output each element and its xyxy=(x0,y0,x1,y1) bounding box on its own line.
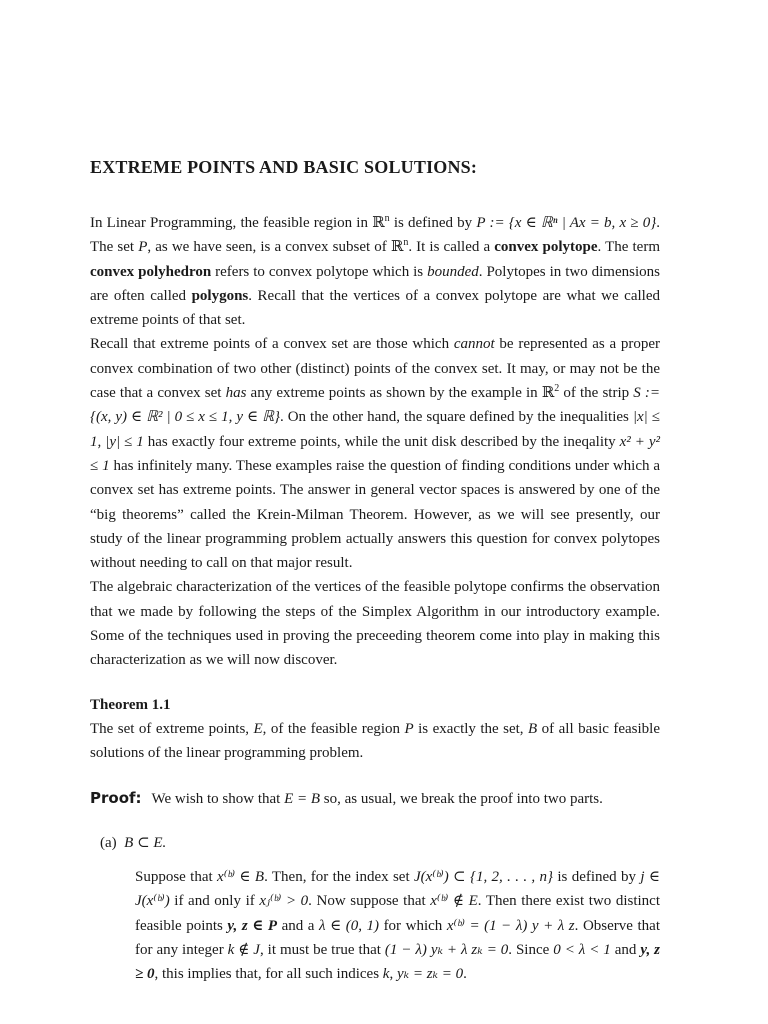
text: . Now suppose that xyxy=(308,893,431,910)
text: . Then, for the index set xyxy=(264,869,414,886)
text: if and only if xyxy=(169,893,260,910)
emphasis: cannot xyxy=(453,336,495,353)
text: , as we have seen, is a convex subset of ℝ xyxy=(147,239,404,256)
text: is defined by xyxy=(389,215,477,231)
math-symbol: B xyxy=(528,720,538,737)
math: x⁽ᵇ⁾ ∉ E xyxy=(430,893,478,910)
part-claim: B ⊂ E. xyxy=(124,834,167,851)
text: . Then there exist two distinct feasible points xyxy=(135,893,661,934)
math: k xyxy=(382,966,390,983)
paragraph-characterization: The algebraic characterization of the vertices of the feasible polytope confirms the observation that we made by following the steps of the Simplex Algorithm in our introductory example. Some of the techniques used in proving the preceeding theorem come into play in making this characterization as we will now discover. xyxy=(90,579,660,669)
text: and xyxy=(610,942,641,959)
part-a-heading xyxy=(100,831,660,855)
text: . On the other hand, the square defined by the inequalities xyxy=(279,409,633,426)
math-disk: x² + y² ≤ 1 xyxy=(90,433,661,474)
text: , of the feasible region xyxy=(262,720,405,737)
term-convex-polytope: convex polytope xyxy=(494,239,598,256)
math: yₖ = zₖ = 0 xyxy=(396,966,464,983)
paragraph-intro xyxy=(90,211,660,332)
math: xⱼ⁽ᵇ⁾ > 0 xyxy=(259,893,309,910)
text: has infinitely many. These examples raise the question of finding conditions under which a convex set has extreme points. The answer in general vector spaces is answered by one of the “big theorems” called the Krein-Milman Theorem. However, as we will see presently, our study of the linear programming problem actually answers this question for convex polytopes without needing to call on that major result. xyxy=(90,457,661,572)
text: . The set xyxy=(90,215,661,256)
part-label: (a) xyxy=(100,834,117,851)
part-a-body xyxy=(135,865,660,986)
math: 0 < λ < 1 xyxy=(553,942,611,959)
math-equation: E = B xyxy=(284,790,321,807)
text: , it must be true that xyxy=(259,942,385,959)
text: . Observe that for any integer xyxy=(135,917,660,959)
text: is exactly the set, xyxy=(413,720,529,737)
math-feasible-region: P := {x ∈ ℝⁿ | Ax = b, x ≥ 0} xyxy=(476,215,657,231)
proof-intro xyxy=(90,786,660,811)
text: , this implies that, for all such indices xyxy=(154,966,383,983)
spacer xyxy=(90,811,660,831)
theorem-heading: Theorem 1.1 xyxy=(90,696,171,713)
math: J(x⁽ᵇ⁾) ⊂ {1, 2, . . . , n} xyxy=(413,869,554,886)
paragraph-extreme-points xyxy=(90,332,660,575)
text: of all basic feasible solutions of the linear programming problem. xyxy=(90,720,660,762)
math-symbol: P xyxy=(138,239,148,256)
math: x⁽ᵇ⁾ ∈ B xyxy=(217,869,265,886)
proof-part-a xyxy=(100,831,660,987)
text: We wish to show that xyxy=(151,790,285,807)
text: be represented as a proper convex combination of two other (distinct) points of the convex set. It may, or may not be the case that a convex set xyxy=(90,336,661,402)
text: . Recall that the vertices of a convex polytope are what we called extreme points of that set. xyxy=(90,287,660,329)
math-strip: S := {(x, y) ∈ ℝ² | 0 ≤ x ≤ 1, y ∈ ℝ} xyxy=(90,385,660,426)
math-square: |x| ≤ 1, |y| ≤ 1 xyxy=(90,409,660,450)
document-body xyxy=(90,150,660,987)
superscript: n xyxy=(384,213,390,224)
text: refers to convex polytope which is xyxy=(211,263,428,280)
text: any extreme points as shown by the example in ℝ xyxy=(246,385,555,402)
text: . Since xyxy=(508,942,554,959)
text: Recall that extreme points of a convex set are those which xyxy=(90,336,454,353)
term-convex-polyhedron: convex polyhedron xyxy=(90,263,212,280)
math: y, z ∈ P xyxy=(227,917,278,934)
math-symbol: E xyxy=(253,720,263,737)
theorem-statement xyxy=(90,717,660,766)
math-symbol: P xyxy=(404,720,414,737)
text: In Linear Programming, the feasible region in ℝ xyxy=(90,215,385,231)
math: x⁽ᵇ⁾ = (1 − λ) y + λ z xyxy=(446,917,575,934)
text: and a xyxy=(277,917,320,934)
superscript: 2 xyxy=(554,383,560,395)
math: k ∉ J xyxy=(227,942,260,959)
emphasis: bounded xyxy=(427,263,479,280)
spacer xyxy=(90,766,660,786)
text: Suppose that xyxy=(135,869,218,886)
math: λ ∈ (0, 1) xyxy=(319,917,380,934)
term-polygons: polygons xyxy=(191,287,249,304)
text: is defined by xyxy=(553,869,641,886)
superscript: n xyxy=(403,237,409,249)
text: , xyxy=(389,966,397,983)
text: . Polytopes in two dimensions are often called xyxy=(90,263,660,304)
proof-label: Proof: xyxy=(90,788,142,807)
text: so, as usual, we break the proof into two parts. xyxy=(320,790,603,807)
text: The set of extreme points, xyxy=(90,720,254,737)
text: has exactly four extreme points, while the unit disk described by the ineqality xyxy=(143,433,620,450)
text: of the strip xyxy=(559,385,634,402)
spacer xyxy=(90,673,660,693)
part-a-paragraph xyxy=(135,865,660,986)
text: . xyxy=(463,966,467,983)
text: . It is called a xyxy=(408,239,495,256)
math: j ∈ J(x⁽ᵇ⁾) xyxy=(135,869,661,910)
section-title: EXTREME POINTS AND BASIC SOLUTIONS: xyxy=(90,157,478,177)
text: . The term xyxy=(597,239,660,256)
math: (1 − λ) yₖ + λ zₖ = 0 xyxy=(384,942,509,959)
math: y, z ≥ 0 xyxy=(135,942,660,983)
emphasis: has xyxy=(225,385,247,402)
text: for which xyxy=(379,917,447,934)
